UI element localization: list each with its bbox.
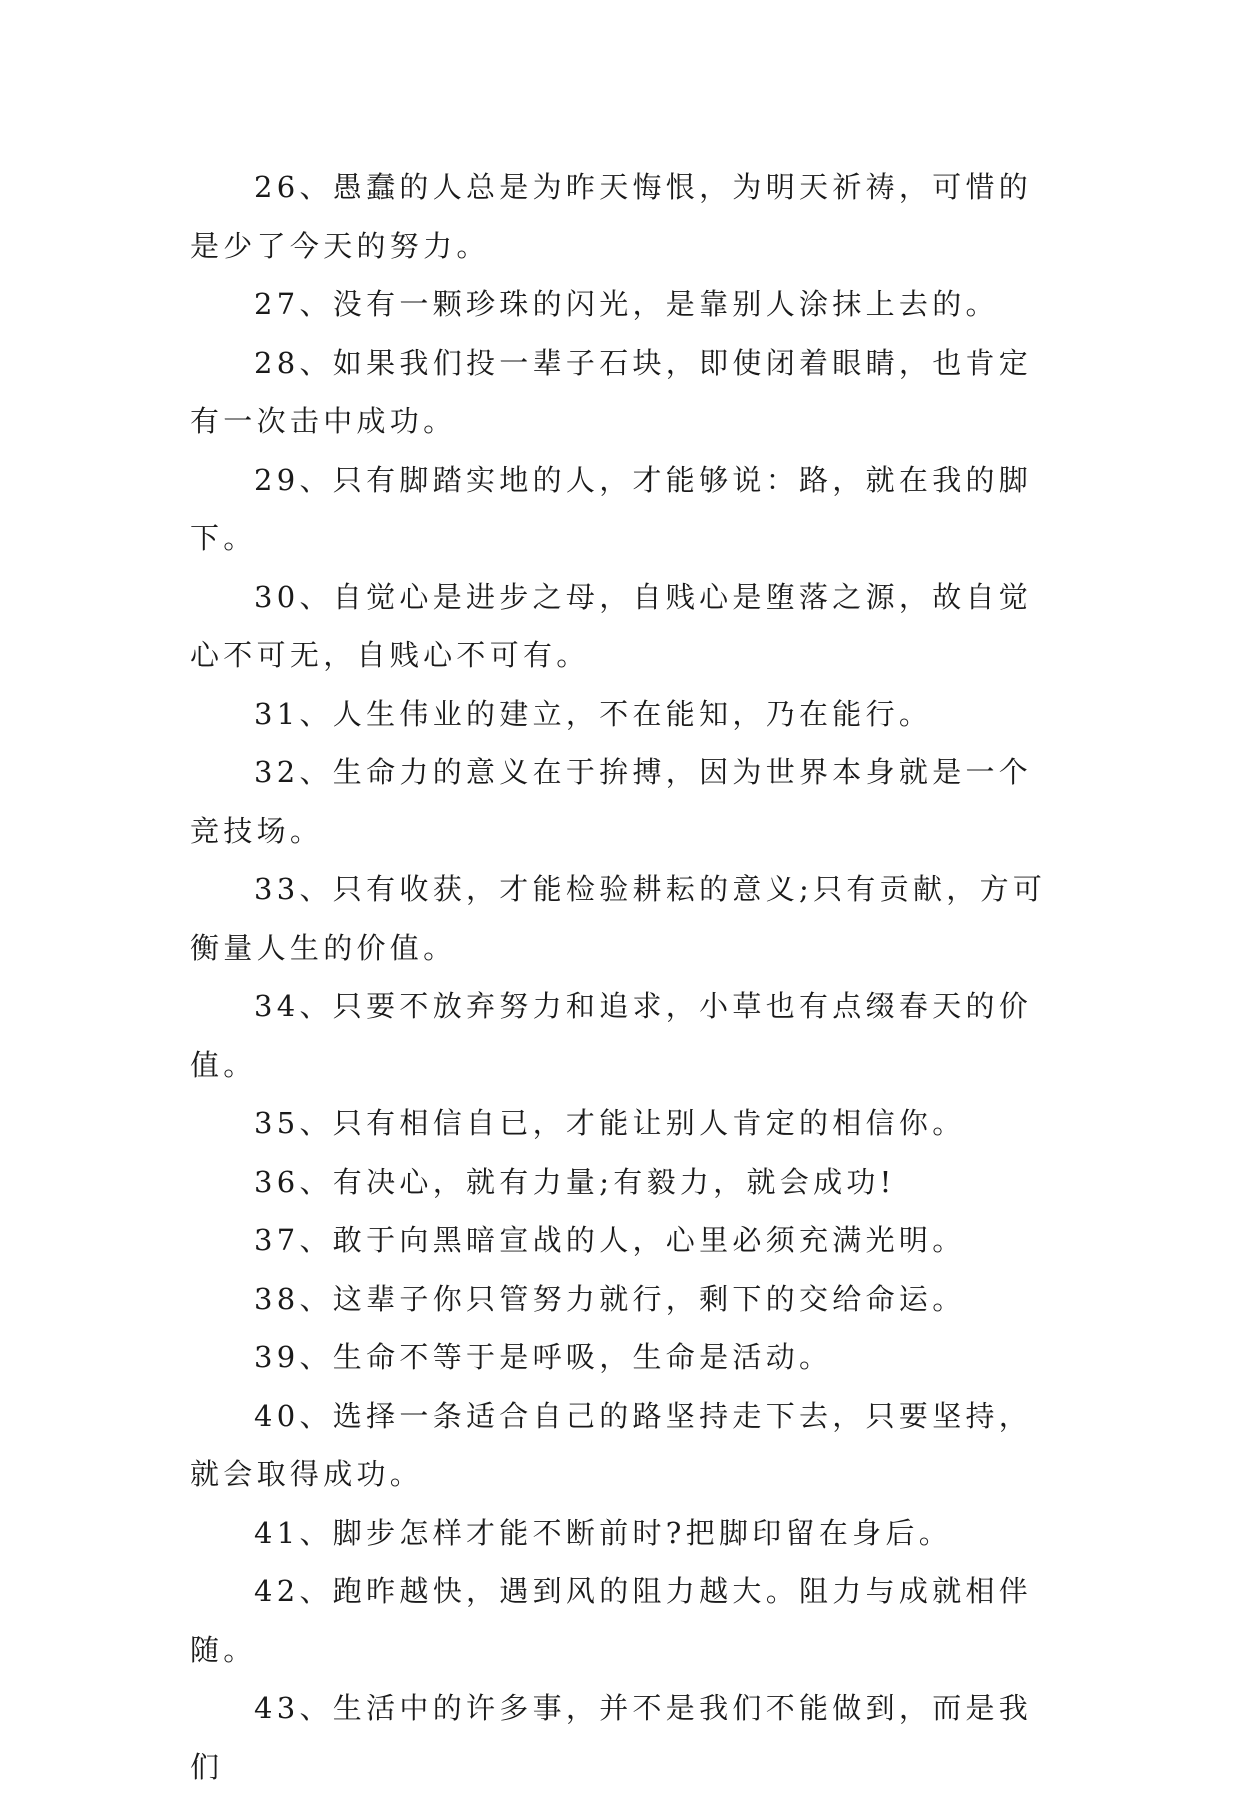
paragraph-26: 26、愚蠢的人总是为昨天悔恨，为明天祈祷，可惜的是少了今天的努力。 — [190, 170, 1033, 263]
paragraph-27: 27、没有一颗珍珠的闪光，是靠别人涂抹上去的。 — [254, 287, 999, 321]
paragraph-43: 43、生活中的许多事，并不是我们不能做到，而是我们 — [190, 1691, 1033, 1784]
paragraph-39: 39、生命不等于是呼吸，生命是活动。 — [254, 1340, 833, 1374]
paragraph-34: 34、只要不放弃努力和追求，小草也有点缀春天的价值。 — [190, 989, 1033, 1082]
paragraph-32: 32、生命力的意义在于拚搏，因为世界本身就是一个竞技场。 — [190, 755, 1033, 848]
paragraph-38: 38、这辈子你只管努力就行，剩下的交给命运。 — [254, 1281, 966, 1316]
paragraph-40: 40、选择一条适合自己的路坚持走下去，只要坚持，就会取得成功。 — [190, 1398, 1033, 1491]
paragraph-29: 29、只有脚踏实地的人，才能够说：路，就在我的脚下。 — [190, 462, 1033, 555]
document-body — [190, 158, 1050, 1796]
paragraph-35: 35、只有相信自已，才能让别人肯定的相信你。 — [254, 1106, 966, 1140]
paragraph-36: 36、有决心，就有力量;有毅力，就会成功! — [254, 1164, 896, 1199]
paragraph-41: 41、脚步怎样才能不断前时?把脚印留在身后。 — [254, 1515, 953, 1550]
paragraph-28: 28、如果我们投一辈子石块，即使闭着眼睛，也肯定有一次击中成功。 — [190, 345, 1033, 438]
paragraph-33: 33、只有收获，才能检验耕耘的意义;只有贡献，方可衡量人生的价值。 — [190, 872, 1047, 965]
paragraph-30: 30、自觉心是进步之母，自贱心是堕落之源，故自觉心不可无，自贱心不可有。 — [190, 579, 1033, 672]
paragraph-42: 42、跑昨越快，遇到风的阻力越大。阻力与成就相伴随。 — [190, 1574, 1033, 1667]
paragraph-31: 31、人生伟业的建立，不在能知，乃在能行。 — [254, 696, 933, 731]
paragraph-37: 37、敢于向黑暗宣战的人，心里必须充满光明。 — [254, 1223, 966, 1257]
